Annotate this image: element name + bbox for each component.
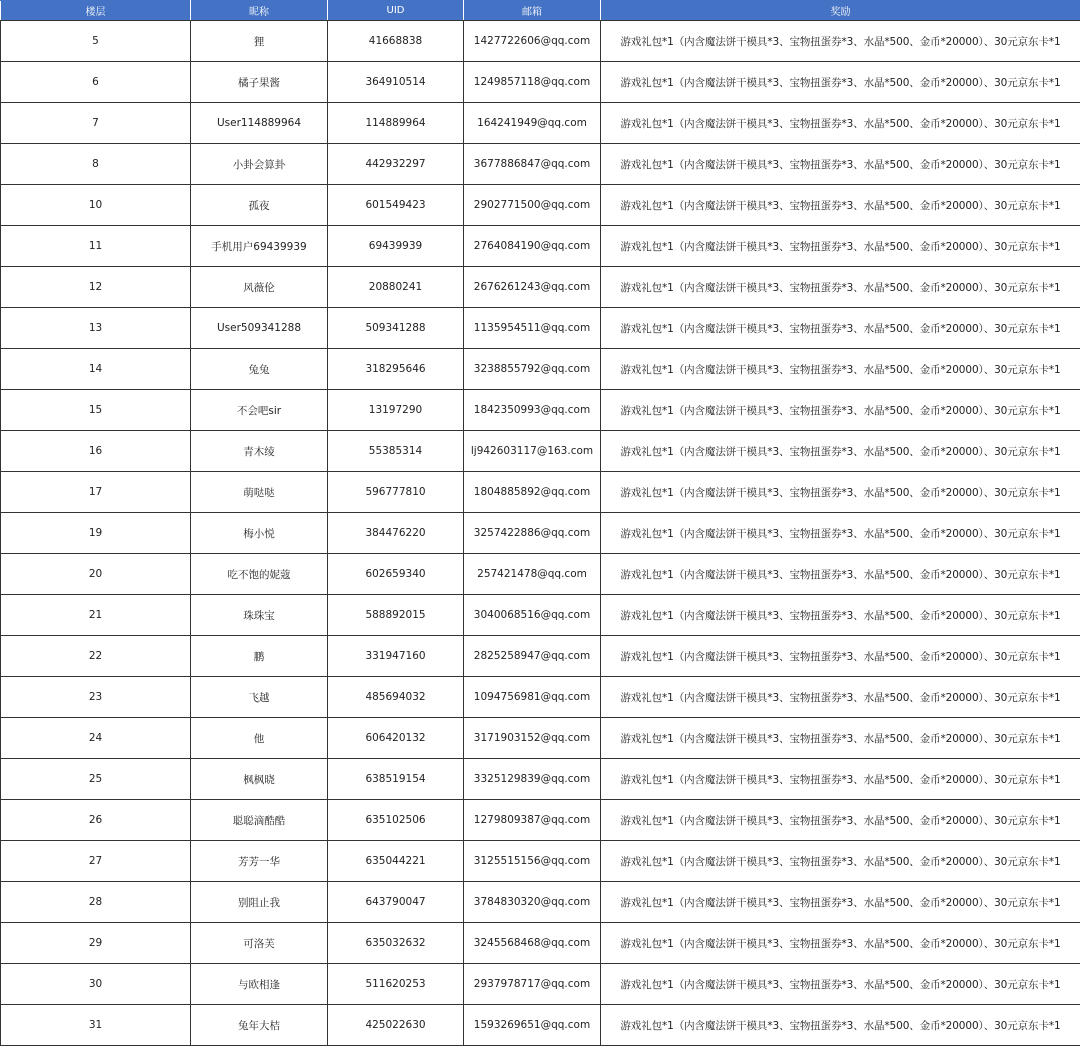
nickname-cell: 梅小悦 <box>191 513 328 554</box>
uid-cell: 635044221 <box>328 841 464 882</box>
table-row <box>1 390 1080 431</box>
nickname-cell: 枫枫晓 <box>191 759 328 800</box>
reward-cell: 游戏礼包*1（内含魔法饼干模具*3、宝物扭蛋券*3、水晶*500、金币*20000）、30元京东卡*1 <box>601 62 1080 103</box>
table-header <box>1 1 1080 21</box>
email-cell: lj942603117@163.com <box>464 431 601 472</box>
reward-cell: 游戏礼包*1（内含魔法饼干模具*3、宝物扭蛋券*3、水晶*500、金币*20000）、30元京东卡*1 <box>601 882 1080 923</box>
nickname-cell: 聪聪滴酷酷 <box>191 800 328 841</box>
floor-cell: 14 <box>1 349 191 390</box>
table-row <box>1 62 1080 103</box>
reward-cell: 游戏礼包*1（内含魔法饼干模具*3、宝物扭蛋券*3、水晶*500、金币*20000）、30元京东卡*1 <box>601 21 1080 62</box>
uid-cell: 425022630 <box>328 1005 464 1046</box>
table-row <box>1 800 1080 841</box>
reward-cell: 游戏礼包*1（内含魔法饼干模具*3、宝物扭蛋券*3、水晶*500、金币*20000）、30元京东卡*1 <box>601 759 1080 800</box>
nickname-cell: 狸 <box>191 21 328 62</box>
nickname-cell: 橘子果酱 <box>191 62 328 103</box>
table-body <box>1 21 1080 1046</box>
floor-cell: 28 <box>1 882 191 923</box>
email-cell: 1249857118@qq.com <box>464 62 601 103</box>
nickname-cell: 珠珠宝 <box>191 595 328 636</box>
email-cell: 3040068516@qq.com <box>464 595 601 636</box>
nickname-cell: 鹏 <box>191 636 328 677</box>
nickname-cell: 风薇伦 <box>191 267 328 308</box>
reward-cell: 游戏礼包*1（内含魔法饼干模具*3、宝物扭蛋券*3、水晶*500、金币*20000）、30元京东卡*1 <box>601 185 1080 226</box>
uid-cell: 13197290 <box>328 390 464 431</box>
floor-cell: 16 <box>1 431 191 472</box>
nickname-cell: 孤夜 <box>191 185 328 226</box>
floor-cell: 8 <box>1 144 191 185</box>
floor-cell: 11 <box>1 226 191 267</box>
nickname-cell: 与欧相逢 <box>191 964 328 1005</box>
reward-cell: 游戏礼包*1（内含魔法饼干模具*3、宝物扭蛋券*3、水晶*500、金币*20000）、30元京东卡*1 <box>601 390 1080 431</box>
nickname-cell: 飞越 <box>191 677 328 718</box>
nickname-cell: 萌哒哒 <box>191 472 328 513</box>
floor-cell: 19 <box>1 513 191 554</box>
reward-cell: 游戏礼包*1（内含魔法饼干模具*3、宝物扭蛋券*3、水晶*500、金币*20000）、30元京东卡*1 <box>601 472 1080 513</box>
reward-cell: 游戏礼包*1（内含魔法饼干模具*3、宝物扭蛋券*3、水晶*500、金币*20000）、30元京东卡*1 <box>601 349 1080 390</box>
table-row <box>1 513 1080 554</box>
email-cell: 2764084190@qq.com <box>464 226 601 267</box>
reward-cell: 游戏礼包*1（内含魔法饼干模具*3、宝物扭蛋券*3、水晶*500、金币*20000）、30元京东卡*1 <box>601 800 1080 841</box>
floor-cell: 17 <box>1 472 191 513</box>
uid-cell: 643790047 <box>328 882 464 923</box>
reward-cell: 游戏礼包*1（内含魔法饼干模具*3、宝物扭蛋券*3、水晶*500、金币*20000）、30元京东卡*1 <box>601 1005 1080 1046</box>
uid-cell: 331947160 <box>328 636 464 677</box>
table-row <box>1 882 1080 923</box>
email-cell: 1135954511@qq.com <box>464 308 601 349</box>
floor-cell: 13 <box>1 308 191 349</box>
uid-cell: 635032632 <box>328 923 464 964</box>
email-cell: 1842350993@qq.com <box>464 390 601 431</box>
reward-cell: 游戏礼包*1（内含魔法饼干模具*3、宝物扭蛋券*3、水晶*500、金币*20000）、30元京东卡*1 <box>601 431 1080 472</box>
reward-cell: 游戏礼包*1（内含魔法饼干模具*3、宝物扭蛋券*3、水晶*500、金币*20000）、30元京东卡*1 <box>601 841 1080 882</box>
reward-cell: 游戏礼包*1（内含魔法饼干模具*3、宝物扭蛋券*3、水晶*500、金币*20000）、30元京东卡*1 <box>601 267 1080 308</box>
floor-cell: 29 <box>1 923 191 964</box>
floor-cell: 27 <box>1 841 191 882</box>
nickname-cell: 兔兔 <box>191 349 328 390</box>
header-email: 邮箱 <box>464 1 601 21</box>
table-row <box>1 1005 1080 1046</box>
uid-cell: 114889964 <box>328 103 464 144</box>
email-cell: 1094756981@qq.com <box>464 677 601 718</box>
floor-cell: 15 <box>1 390 191 431</box>
floor-cell: 7 <box>1 103 191 144</box>
nickname-cell: 不会吧sir <box>191 390 328 431</box>
reward-cell: 游戏礼包*1（内含魔法饼干模具*3、宝物扭蛋券*3、水晶*500、金币*20000）、30元京东卡*1 <box>601 636 1080 677</box>
uid-cell: 442932297 <box>328 144 464 185</box>
table-row <box>1 759 1080 800</box>
table-row <box>1 841 1080 882</box>
table-row <box>1 472 1080 513</box>
table-row <box>1 595 1080 636</box>
table-row <box>1 267 1080 308</box>
floor-cell: 22 <box>1 636 191 677</box>
email-cell: 1593269651@qq.com <box>464 1005 601 1046</box>
email-cell: 3784830320@qq.com <box>464 882 601 923</box>
reward-cell: 游戏礼包*1（内含魔法饼干模具*3、宝物扭蛋券*3、水晶*500、金币*20000）、30元京东卡*1 <box>601 554 1080 595</box>
uid-cell: 638519154 <box>328 759 464 800</box>
reward-cell: 游戏礼包*1（内含魔法饼干模具*3、宝物扭蛋券*3、水晶*500、金币*20000）、30元京东卡*1 <box>601 964 1080 1005</box>
reward-cell: 游戏礼包*1（内含魔法饼干模具*3、宝物扭蛋券*3、水晶*500、金币*20000）、30元京东卡*1 <box>601 226 1080 267</box>
table-row <box>1 103 1080 144</box>
uid-cell: 602659340 <box>328 554 464 595</box>
header-floor: 楼层 <box>1 1 191 21</box>
uid-cell: 384476220 <box>328 513 464 554</box>
table-row <box>1 431 1080 472</box>
floor-cell: 21 <box>1 595 191 636</box>
floor-cell: 10 <box>1 185 191 226</box>
floor-cell: 12 <box>1 267 191 308</box>
floor-cell: 31 <box>1 1005 191 1046</box>
email-cell: 2937978717@qq.com <box>464 964 601 1005</box>
nickname-cell: User509341288 <box>191 308 328 349</box>
nickname-cell: User114889964 <box>191 103 328 144</box>
reward-cell: 游戏礼包*1（内含魔法饼干模具*3、宝物扭蛋券*3、水晶*500、金币*20000）、30元京东卡*1 <box>601 923 1080 964</box>
nickname-cell: 他 <box>191 718 328 759</box>
uid-cell: 41668838 <box>328 21 464 62</box>
reward-cell: 游戏礼包*1（内含魔法饼干模具*3、宝物扭蛋券*3、水晶*500、金币*20000）、30元京东卡*1 <box>601 595 1080 636</box>
table-row <box>1 677 1080 718</box>
email-cell: 2825258947@qq.com <box>464 636 601 677</box>
header-uid: UID <box>328 1 464 21</box>
nickname-cell: 青木绫 <box>191 431 328 472</box>
email-cell: 1804885892@qq.com <box>464 472 601 513</box>
table-row <box>1 226 1080 267</box>
email-cell: 2676261243@qq.com <box>464 267 601 308</box>
table-row <box>1 964 1080 1005</box>
nickname-cell: 手机用户69439939 <box>191 226 328 267</box>
floor-cell: 25 <box>1 759 191 800</box>
header-row <box>1 1 1080 21</box>
header-nickname: 昵称 <box>191 1 328 21</box>
floor-cell: 23 <box>1 677 191 718</box>
nickname-cell: 别阻止我 <box>191 882 328 923</box>
header-reward: 奖励 <box>601 1 1080 21</box>
nickname-cell: 小卦会算卦 <box>191 144 328 185</box>
uid-cell: 485694032 <box>328 677 464 718</box>
reward-cell: 游戏礼包*1（内含魔法饼干模具*3、宝物扭蛋券*3、水晶*500、金币*20000）、30元京东卡*1 <box>601 103 1080 144</box>
table-row <box>1 308 1080 349</box>
email-cell: 1427722606@qq.com <box>464 21 601 62</box>
floor-cell: 30 <box>1 964 191 1005</box>
email-cell: 3171903152@qq.com <box>464 718 601 759</box>
table-row <box>1 185 1080 226</box>
table-row <box>1 718 1080 759</box>
uid-cell: 69439939 <box>328 226 464 267</box>
reward-cell: 游戏礼包*1（内含魔法饼干模具*3、宝物扭蛋券*3、水晶*500、金币*20000）、30元京东卡*1 <box>601 718 1080 759</box>
email-cell: 3125515156@qq.com <box>464 841 601 882</box>
email-cell: 1279809387@qq.com <box>464 800 601 841</box>
floor-cell: 20 <box>1 554 191 595</box>
uid-cell: 601549423 <box>328 185 464 226</box>
uid-cell: 511620253 <box>328 964 464 1005</box>
uid-cell: 635102506 <box>328 800 464 841</box>
uid-cell: 588892015 <box>328 595 464 636</box>
table-row <box>1 554 1080 595</box>
email-cell: 3245568468@qq.com <box>464 923 601 964</box>
reward-cell: 游戏礼包*1（内含魔法饼干模具*3、宝物扭蛋券*3、水晶*500、金币*20000）、30元京东卡*1 <box>601 513 1080 554</box>
uid-cell: 364910514 <box>328 62 464 103</box>
floor-cell: 6 <box>1 62 191 103</box>
floor-cell: 5 <box>1 21 191 62</box>
email-cell: 3677886847@qq.com <box>464 144 601 185</box>
email-cell: 3325129839@qq.com <box>464 759 601 800</box>
reward-cell: 游戏礼包*1（内含魔法饼干模具*3、宝物扭蛋券*3、水晶*500、金币*20000）、30元京东卡*1 <box>601 308 1080 349</box>
email-cell: 2902771500@qq.com <box>464 185 601 226</box>
table-row <box>1 21 1080 62</box>
email-cell: 257421478@qq.com <box>464 554 601 595</box>
uid-cell: 55385314 <box>328 431 464 472</box>
email-cell: 3238855792@qq.com <box>464 349 601 390</box>
uid-cell: 509341288 <box>328 308 464 349</box>
nickname-cell: 兔年大桔 <box>191 1005 328 1046</box>
nickname-cell: 吃不饱的妮蔻 <box>191 554 328 595</box>
reward-cell: 游戏礼包*1（内含魔法饼干模具*3、宝物扭蛋券*3、水晶*500、金币*20000）、30元京东卡*1 <box>601 144 1080 185</box>
uid-cell: 318295646 <box>328 349 464 390</box>
uid-cell: 596777810 <box>328 472 464 513</box>
floor-cell: 26 <box>1 800 191 841</box>
uid-cell: 606420132 <box>328 718 464 759</box>
nickname-cell: 芳芳一华 <box>191 841 328 882</box>
table-row <box>1 144 1080 185</box>
email-cell: 3257422886@qq.com <box>464 513 601 554</box>
uid-cell: 20880241 <box>328 267 464 308</box>
email-cell: 164241949@qq.com <box>464 103 601 144</box>
table-row <box>1 923 1080 964</box>
nickname-cell: 可洛芙 <box>191 923 328 964</box>
floor-cell: 24 <box>1 718 191 759</box>
table-row <box>1 636 1080 677</box>
table-row <box>1 349 1080 390</box>
reward-cell: 游戏礼包*1（内含魔法饼干模具*3、宝物扭蛋券*3、水晶*500、金币*20000）、30元京东卡*1 <box>601 677 1080 718</box>
